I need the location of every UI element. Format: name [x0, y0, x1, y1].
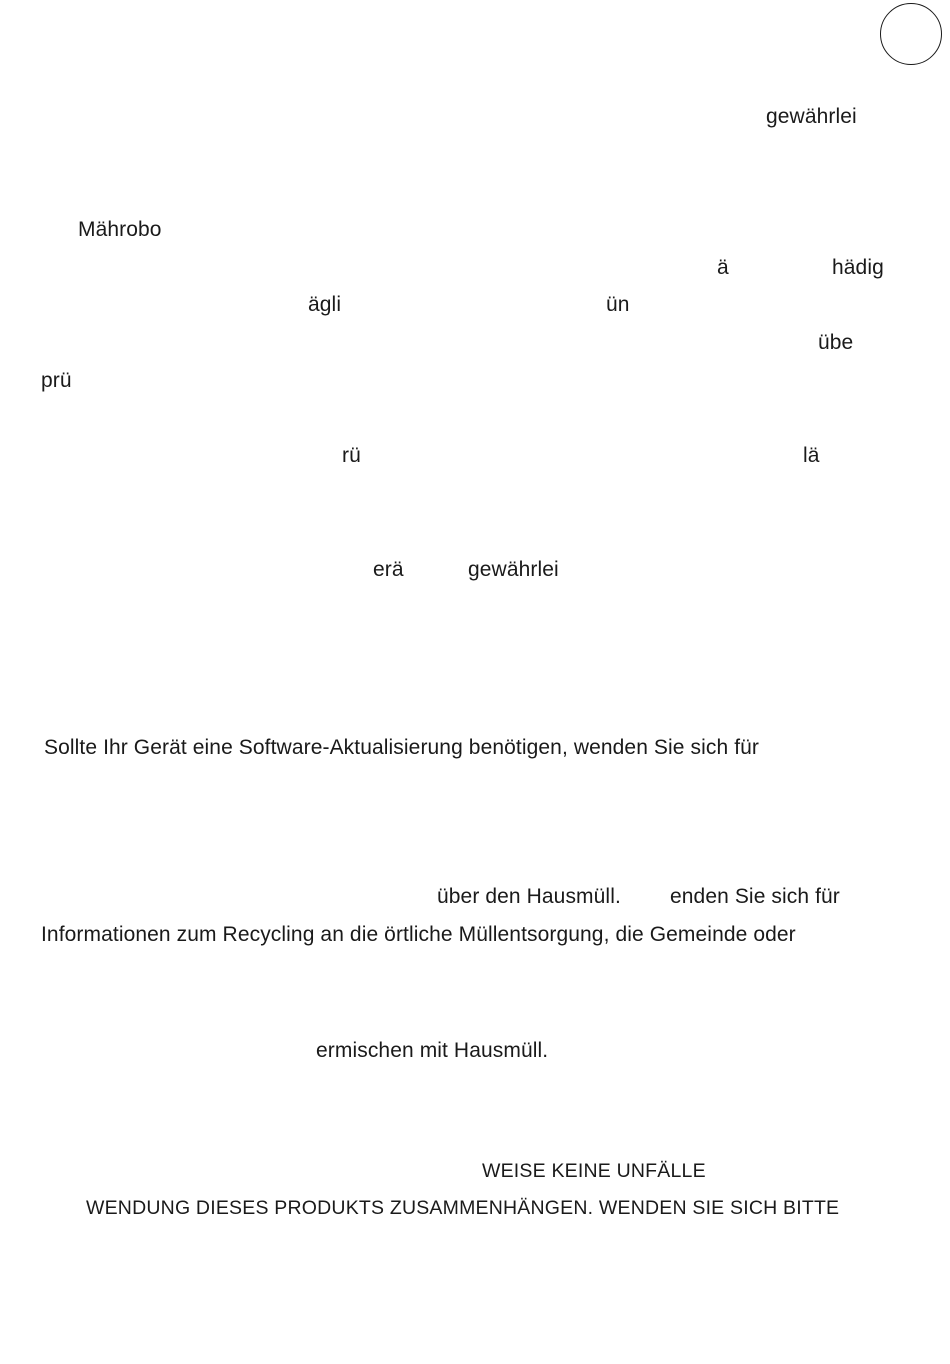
text-fragment: ün	[606, 293, 630, 316]
text-fragment: prü	[41, 369, 72, 392]
text-fragment: rü	[342, 444, 361, 467]
text-fragment: gewährlei	[766, 105, 857, 128]
liability-notice-line-2: WENDUNG DIESES PRODUKTS ZUSAMMENHÄNGEN. WENDEN SIE SICH BITTE	[86, 1197, 840, 1219]
page-number-badge	[880, 3, 942, 65]
text-fragment: lä	[803, 444, 820, 467]
disposal-line-contact: enden Sie sich für	[670, 885, 840, 908]
text-fragment: erä	[373, 558, 404, 581]
text-fragment: ägli	[308, 293, 342, 316]
text-fragment: gewährlei	[468, 558, 559, 581]
text-fragment: hädig	[832, 256, 884, 279]
recycling-info-line: Informationen zum Recycling an die örtliche Müllentsorgung, die Gemeinde oder	[41, 923, 796, 946]
disposal-line: über den Hausmüll.	[437, 885, 621, 908]
text-fragment: Mährobo	[78, 218, 162, 241]
liability-notice-line: WEISE KEINE UNFÄLLE	[482, 1160, 706, 1182]
household-waste-line: ermischen mit Hausmüll.	[316, 1039, 549, 1062]
text-fragment: übe	[818, 331, 854, 354]
software-update-line: Sollte Ihr Gerät eine Software-Aktualisierung benötigen, wenden Sie sich für	[44, 736, 759, 759]
text-fragment: ä	[717, 256, 729, 279]
